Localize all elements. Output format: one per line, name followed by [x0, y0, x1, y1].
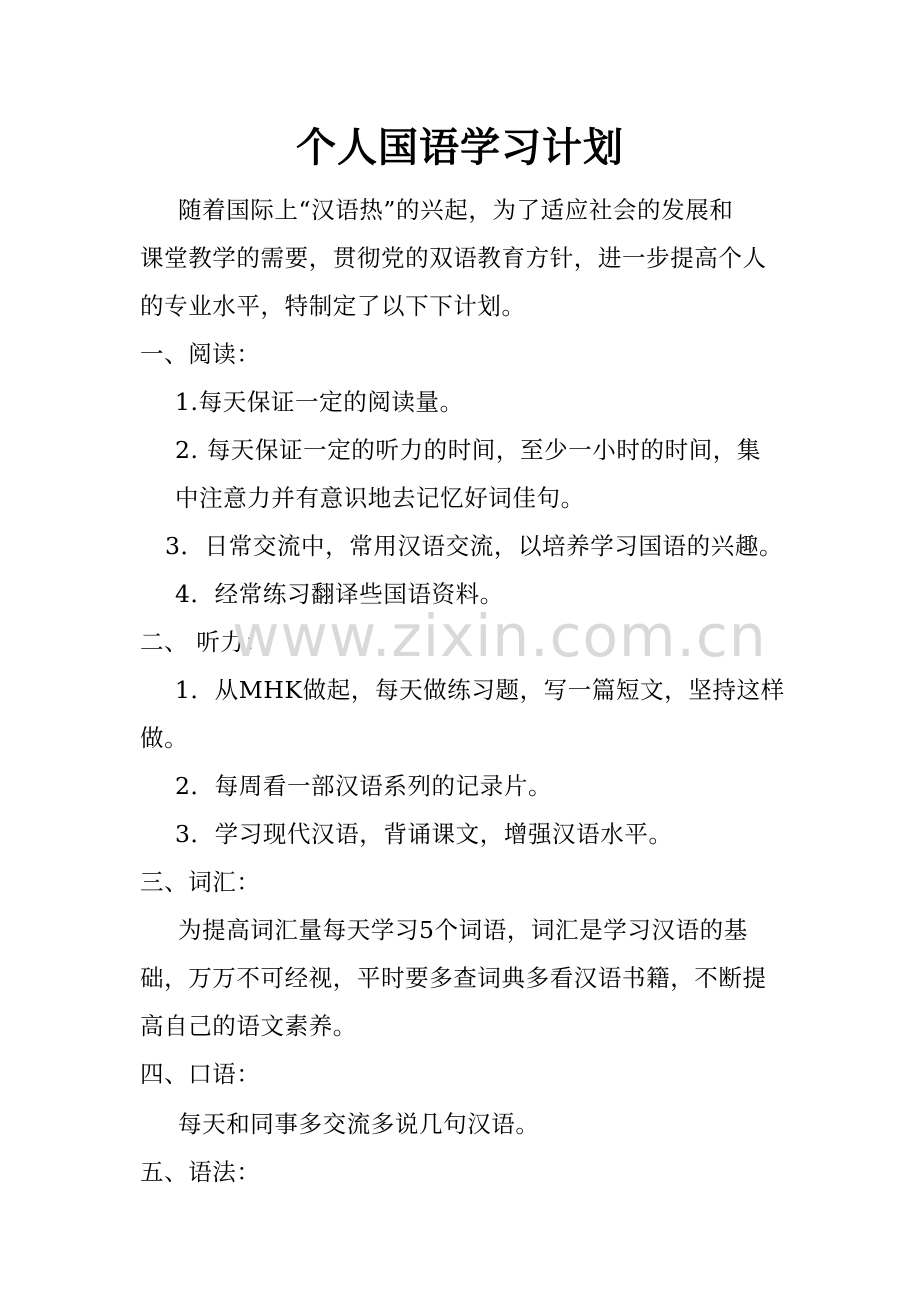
- section-heading-grammar: 五、语法：: [140, 1158, 261, 1186]
- section-heading-speaking: 四、口语：: [140, 1060, 261, 1088]
- reading-item-1: 1.每天保证一定的阅读量。: [175, 388, 464, 416]
- listening-item-2: 2．每周看一部汉语系列的记录片。: [175, 772, 553, 800]
- watermark: www.zixin.com.cn: [232, 602, 767, 670]
- intro-line-2: 课堂教学的需要，贯彻党的双语教育方针，进一步提高个人: [140, 244, 767, 272]
- listening-item-1: 1．从MHK做起，每天做练习题，写一篇短文，坚持这样: [175, 676, 785, 704]
- intro-line-1: 随着国际上“汉语热”的兴起，为了适应社会的发展和: [178, 196, 734, 224]
- section-heading-reading: 一、阅读：: [140, 340, 261, 368]
- vocabulary-para-line-3: 高自己的语文素养。: [140, 1012, 357, 1040]
- reading-item-2: 2. 每天保证一定的听力的时间，至少一小时的时间，集: [175, 436, 761, 464]
- vocabulary-para-line-2: 础，万万不可经视，平时要多查词典多看汉语书籍，不断提: [140, 964, 767, 992]
- reading-item-3: 3．日常交流中，常用汉语交流，以培养学习国语的兴趣。: [165, 532, 784, 560]
- vocabulary-para-line-1: 为提高词汇量每天学习5个词语，词汇是学习汉语的基: [178, 916, 748, 944]
- reading-item-2-cont: 中注意力并有意识地去记忆好词佳句。: [175, 484, 585, 512]
- section-heading-listening: 二、 听力：: [140, 628, 269, 656]
- listening-item-1-cont: 做。: [140, 724, 189, 752]
- speaking-para: 每天和同事多交流多说几句汉语。: [178, 1110, 540, 1138]
- section-heading-vocabulary: 三、词汇：: [140, 868, 261, 896]
- intro-line-3: 的专业水平，特制定了以下下计划。: [140, 292, 526, 320]
- document-title: 个人国语学习计划: [296, 124, 624, 171]
- listening-item-3: 3．学习现代汉语，背诵课文，增强汉语水平。: [175, 820, 673, 848]
- reading-item-4: 4．经常练习翻译些国语资料。: [175, 580, 504, 608]
